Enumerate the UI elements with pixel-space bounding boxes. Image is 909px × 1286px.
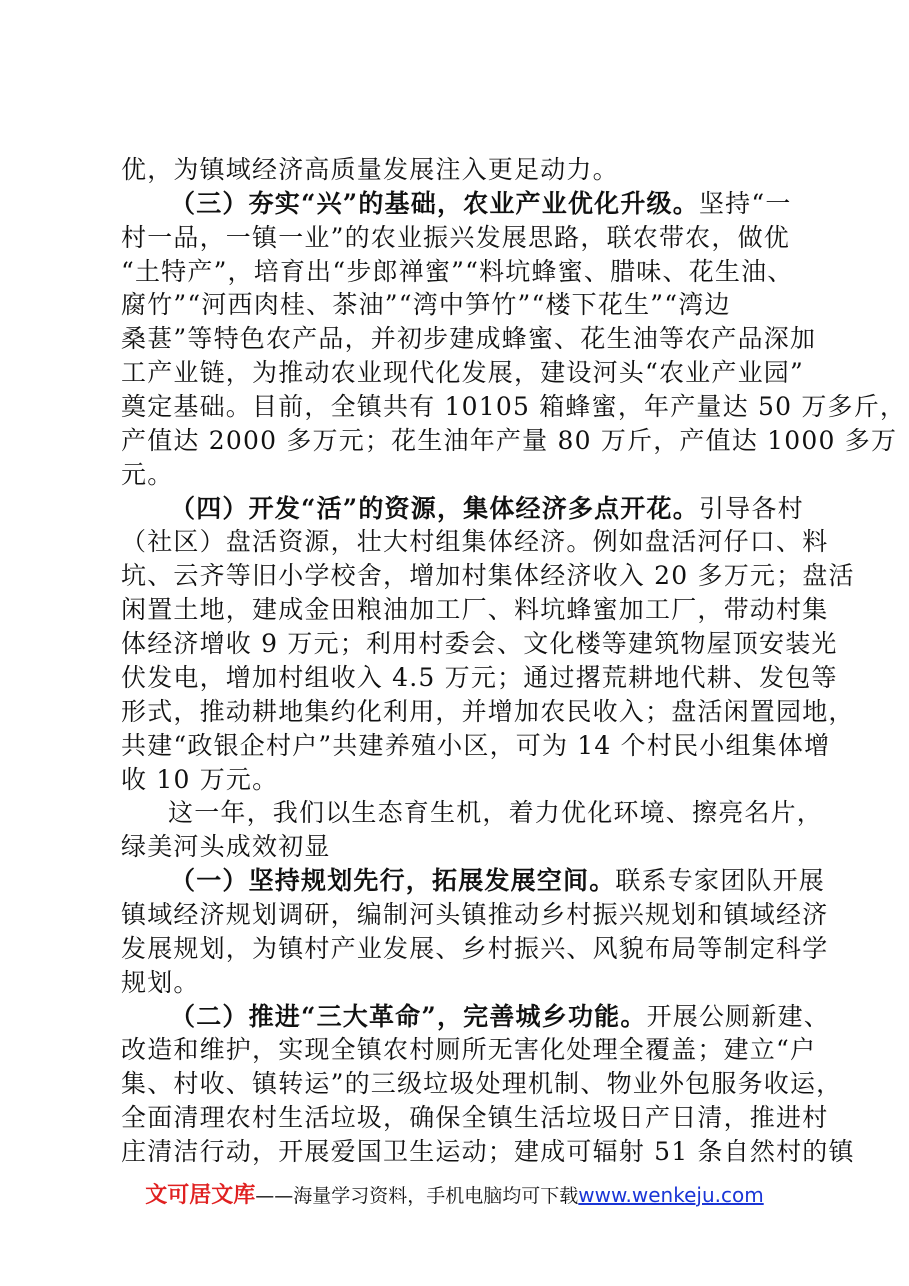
body-text: 坑、云齐等旧小学校舍，增加村集体经济收入 20 多万元；盘活 [121,561,855,590]
body-text: 桑葚”等特色农产品，并初步建成蜂蜜、花生油等农产品深加 [121,324,817,353]
text-line [121,660,838,696]
text-line [121,287,811,323]
text-line [121,931,829,967]
text-line [170,491,811,527]
body-text: 收 10 万元。 [121,765,279,794]
text-line [170,999,830,1035]
body-text: 坚持“一 [698,189,792,218]
body-text: 绿美河头成效初显 [121,832,331,861]
body-text: 庄清洁行动，开展爱国卫生运动；建成可辐射 51 条自然村的镇 [121,1137,855,1166]
text-line [170,186,811,222]
body-text: 发展规划，为镇村产业发展、乡村振兴、风貌布局等制定科学 [121,934,829,963]
text-line [121,965,811,1001]
footer-watermark [0,1180,909,1211]
section-heading: （二）推进“三大革命”，完善城乡功能。 [170,1002,647,1031]
footer-brand: 文可居文库 [145,1183,256,1208]
text-line [121,152,811,188]
text-line [121,1134,855,1170]
body-text: 工产业链，为推动农业现代化发展，建设河头“农业产业园” [121,358,804,387]
text-line [121,1100,829,1136]
text-line [121,423,898,459]
section-heading: （四）开发“活”的资源，集体经济多点开花。 [170,494,699,523]
body-text: 共建“政银企村户”共建养殖小区，可为 14 个村民小组集体增 [121,731,831,760]
body-text: 集、村收、镇转运”的三级垃圾处理机制、物业外包服务收运， [121,1069,843,1098]
text-line [121,321,817,357]
text-line [121,558,855,594]
text-line [121,457,811,493]
body-text: 伏发电，增加村组收入 4.5 万元；通过撂荒耕地代耕、发包等 [121,663,838,692]
body-text: 村一品，一镇一业”的农业振兴发展思路，联农带农，做优 [121,223,790,252]
text-line [121,592,829,628]
text-line [121,355,811,391]
body-text: 全面清理农村生活垃圾，确保全镇生活垃圾日产日清，推进村 [121,1103,829,1132]
text-line [121,524,829,560]
body-text: 改造和维护，实现全镇农村厕所无害化处理全覆盖；建立“户 [121,1035,817,1064]
text-line [121,1066,843,1102]
text-line [121,254,811,290]
body-text: 奠定基础。目前，全镇共有 10105 箱蜂蜜，年产量达 50 万多斤， [121,392,907,421]
body-text: 规划。 [121,968,200,997]
text-line [121,728,831,764]
body-text: 闲置土地，建成金田粮油加工厂、料坑蜂蜜加工厂，带动村集 [121,595,829,624]
text-line [121,389,907,425]
footer-url-link[interactable]: www.wenkeju.com [578,1183,764,1207]
body-text: 开展公厕新建、 [646,1002,830,1031]
text-line [121,220,811,256]
body-text: 引导各村 [698,494,804,523]
footer-slogan: ——海量学习资料，手机电脑均可下载 [255,1185,579,1207]
body-text: 联系专家团队开展 [615,866,826,895]
text-line [168,795,824,831]
text-line [121,762,811,798]
body-text: （社区）盘活资源，壮大村组集体经济。例如盘活河仔口、料 [121,527,829,556]
body-text: 腐竹”“河西肉桂、茶油”“湾中笋竹”“楼下花生”“湾边 [121,290,731,319]
body-text: 镇域经济规划调研，编制河头镇推动乡村振兴规划和镇域经济 [121,900,829,929]
body-text: 产值达 2000 多万元；花生油年产量 80 万斤，产值达 1000 多万 [121,426,898,455]
body-text: 优，为镇域经济高质量发展注入更足动力。 [121,155,619,184]
text-line [121,897,829,933]
body-text: 体经济增收 9 万元；利用村委会、文化楼等建筑物屋顶安装光 [121,629,838,658]
section-heading: （一）坚持规划先行，拓展发展空间。 [170,866,616,895]
body-text: 元。 [121,460,174,489]
body-text: 这一年，我们以生态育生机，着力优化环境、擦亮名片， [168,798,824,827]
body-text: “土特产”，培育出“步郎禅蜜”“料坑蜂蜜、腊味、花生油、 [121,257,794,286]
section-heading: （三）夯实“兴”的基础，农业产业优化升级。 [170,189,699,218]
text-line [170,863,826,899]
text-line [121,626,838,662]
text-line [121,829,811,865]
text-line [121,694,855,730]
text-line [121,1032,817,1068]
body-text: 形式，推动耕地集约化利用，并增加农民收入；盘活闲置园地， [121,697,855,726]
